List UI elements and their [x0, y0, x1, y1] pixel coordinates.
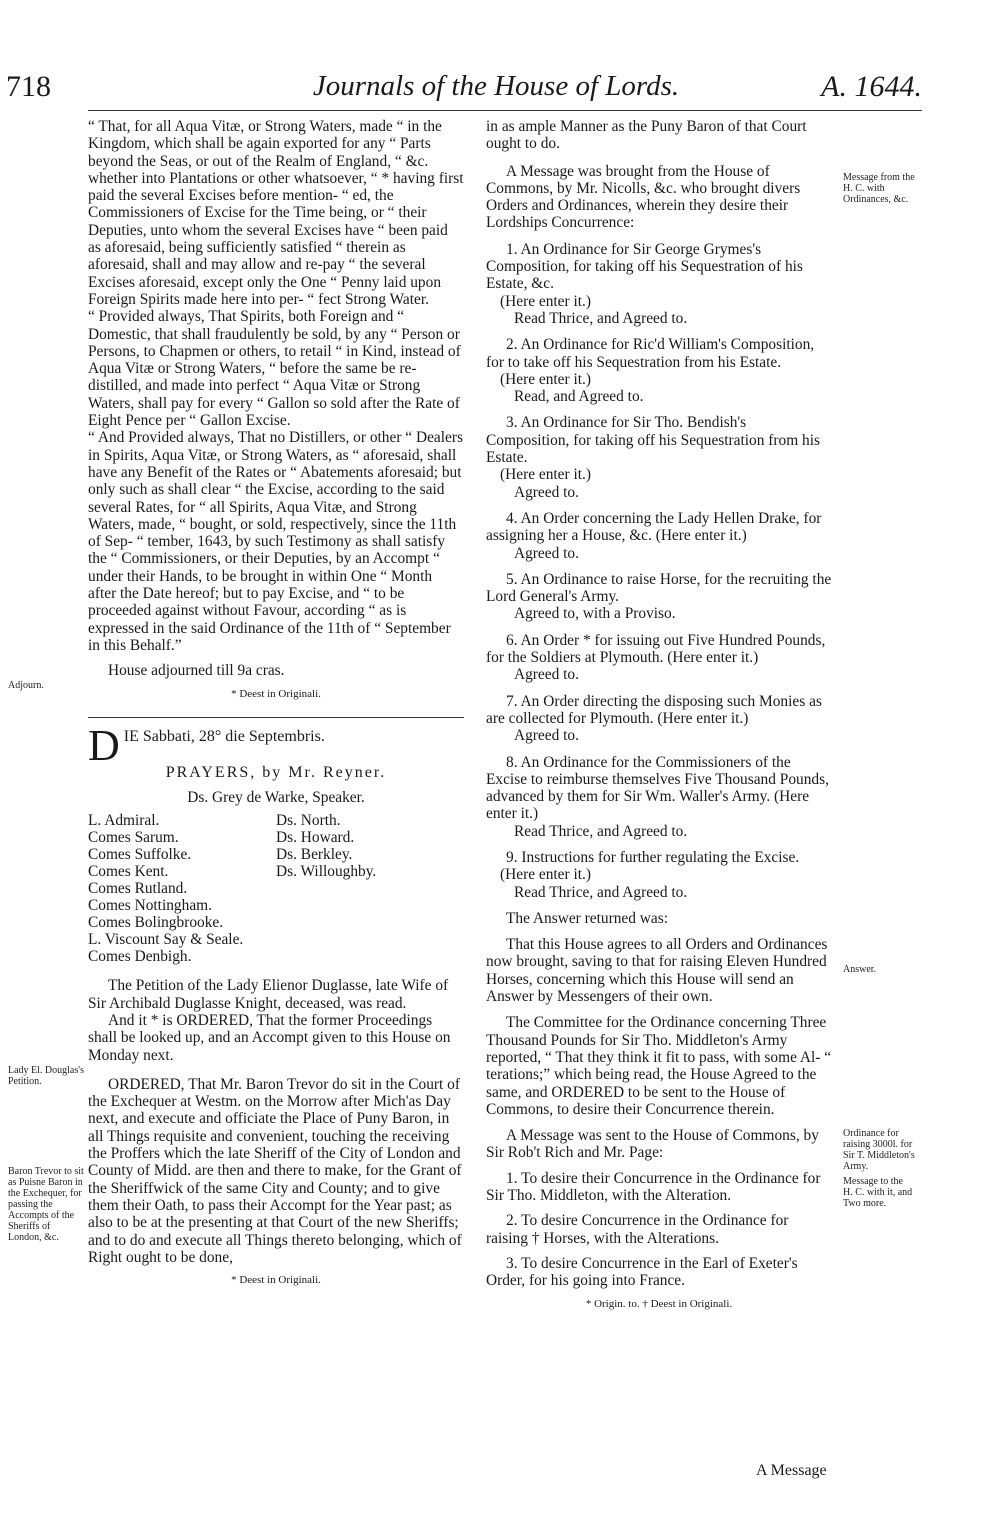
margin-note-message-2: Message to the H. C. with it, and Two more.: [843, 1176, 913, 1209]
roll-entry: Comes Nottingham.: [88, 897, 212, 915]
trevor-order: ORDERED, That Mr. Baron Trevor do sit in the Court of the Exchequer at Westm. on the Morrow after Mich'as Day next, and execute and officiate the Place of Puny Baron, in all Things requisite and convenient, touching the receiving the Proffers which the late Sheriff of the City of London and County of Midd. are then and there to make, for the Grant of the Sheriffwick of the same City and County; and to give them their Oath, to pass their Accompt for the Year past; as also to be at the presenting at that Court of the new Sheriffs; and to do and execute all Things thereto belonging, which of Right ought to be done,: [88, 1075, 462, 1266]
footnotes: * Origin. to. † Deest in Originali.: [585, 1297, 733, 1310]
excise-quote: [88, 118, 464, 654]
page-number: 718: [6, 70, 51, 103]
ordinance-item: [486, 510, 832, 562]
margin-note-trevor: Baron Trevor to sit as Puisne Baron in the Exchequer, for passing the Accompts of the Sheriffs of London, &c.: [8, 1166, 84, 1243]
section-divider: [88, 717, 464, 718]
roll-right: [276, 812, 464, 965]
ordinance-text: 5. An Ordinance to raise Horse, for the recruiting the Lord General's Army.: [486, 570, 832, 606]
ordinance-result: Agreed to.: [514, 483, 579, 501]
petition-order: And it * is ORDERED, That the former Proceedings shall be looked up, and an Accompt given to this House on Monday next.: [88, 1011, 451, 1064]
speaker: Ds. Grey de Warke, Speaker.: [187, 789, 365, 807]
adjourn-text: House adjourned till 9a cras.: [108, 662, 285, 680]
ordinance-text: 6. An Order * for issuing out Five Hundred Pounds, for the Soldiers at Plymouth. (Here enter it.): [486, 631, 826, 667]
message-item: 1. To desire their Concurrence in the Ordinance for Sir Tho. Middleton, with the Alteration.: [486, 1169, 821, 1205]
ordinance-result: Agreed to.: [514, 544, 579, 562]
roll-entry: Comes Bolingbrooke.: [88, 914, 224, 932]
ordinance-result: Read Thrice, and Agreed to.: [514, 309, 688, 327]
ordinance-text: 1. An Ordinance for Sir George Grymes's Composition, for taking off his Sequestration of his Estate, &c.: [486, 240, 803, 293]
ordinance-result: Read Thrice, and Agreed to.: [514, 822, 688, 840]
roll-left: [88, 812, 276, 965]
attendance-roll: [88, 812, 464, 965]
roll-entry: L. Admiral.: [88, 812, 160, 830]
ordinance-text: 3. An Ordinance for Sir Tho. Bendish's Composition, for taking off his Sequestration from his Estate.: [486, 414, 821, 467]
margin-note-ordinance: Ordinance for raising 3000l. for Sir T. Middleton's Army.: [843, 1128, 915, 1172]
running-title: Journals of the House of Lords.: [312, 70, 680, 102]
dateline-text: IE Sabbati, 28° die Septembris.: [123, 727, 325, 745]
year: A. 1644.: [821, 70, 922, 103]
ordinance-list: [486, 241, 832, 901]
ordinance-enter: (Here enter it.): [500, 292, 592, 310]
ordinance-text: 9. Instructions for further regulating the Excise.: [506, 848, 800, 866]
ordinance-item: [486, 241, 832, 327]
right-column: [486, 118, 832, 1319]
page-header: [0, 70, 992, 110]
ordinance-item: [486, 571, 832, 623]
ordinance-text: 8. An Ordinance for the Commissioners of the Excise to reimburse themselves Five Thousand Pounds, advanced by them for Sir Wm. Waller's Army. (Here enter it.): [486, 753, 829, 823]
ordinance-result: Read, and Agreed to.: [514, 388, 644, 406]
roll-entry: Comes Sarum.: [88, 829, 179, 847]
drop-cap: D: [88, 720, 120, 770]
ordinance-result: Agreed to.: [514, 727, 579, 745]
header-rule: [88, 110, 922, 111]
roll-entry: Ds. North.: [276, 812, 341, 830]
roll-entry: L. Viscount Say & Seale.: [88, 931, 244, 949]
ordinance-item: [486, 693, 832, 745]
roll-entry: Ds. Berkley.: [276, 846, 353, 864]
margin-note-message: Message from the H. C. with Ordinances, &c.: [843, 172, 915, 205]
dateline: [88, 720, 464, 770]
message-item: 2. To desire Concurrence in the Ordinance for raising † Horses, with the Alterations.: [486, 1212, 789, 1247]
quote-paragraph: “ Provided always, That Spirits, both Foreign and “ Domestic, that shall fraudulently be sold, by any “ Person or Persons, to Chapmen or others, to retail “ in Kind, instead of Aqua Vitæ or Strong Waters, “ before the same be re-distilled, and made into perfect “ Aqua Vitæ or Strong Waters, shall pay for every “ Gallon so sold after the Rate of Eight Pence per “ Gallon Excise.: [88, 308, 461, 430]
message-item: 3. To desire Concurrence in the Earl of Exeter's Order, for his going into France.: [486, 1254, 798, 1290]
margin-note-answer: Answer.: [843, 964, 877, 975]
ordinance-item: [486, 849, 832, 901]
roll-entry: Ds. Howard.: [276, 829, 355, 847]
footnote: * Deest in Originali.: [231, 687, 321, 700]
roll-entry: Comes Suffolke.: [88, 846, 192, 864]
ordinance-item: [486, 414, 832, 500]
quote-paragraph: “ And Provided always, That no Distillers, or other “ Dealers in Spirits, Aqua Vitæ, or Strong Waters, as “ aforesaid, shall have any Benefit of the Rates or “ Abatements aforesaid; but only such as shall clear “ the Excise, according to the said several Rates, for “ all Spirits, Aqua Vitæ, and Strong Waters, made, “ bought, or sold, respectively, since the 11th of Sep- “ tember, 1643, by such Testimony as shall satisfy the “ Commissioners, or their Deputies, by an Accompt “ under their Hands, to be brought in within One “ Month after the Date hereof; but to pay Excise, and “ to be proceeded against without Favour, according “ as is expressed in the said Ordinance of the 11th of “ September in this Behalf.”: [88, 429, 463, 654]
ordinance-enter: (Here enter it.): [500, 370, 592, 388]
prayers: PRAYERS, by Mr. Reyner.: [165, 763, 387, 781]
ordinance-text: 4. An Order concerning the Lady Hellen Drake, for assigning her a House, &c. (Here enter it.): [486, 509, 822, 545]
ordinance-item: [486, 632, 832, 684]
ordinance-result: Read Thrice, and Agreed to.: [514, 883, 688, 901]
margin-note-adjourn: Adjourn.: [8, 680, 44, 691]
quote-paragraph: “ That, for all Aqua Vitæ, or Strong Waters, made “ in the Kingdom, which shall be again exported for any “ Parts beyond the Seas, or out of the Realm of England, “ &c. whether into Plantations or other whatsoever, “ * having first paid the several Excises before mention- “ ed, the Commissioners of Excise for the Time being, or “ their Deputies, unto whom the several Excises have “ been paid as aforesaid, being sufficiently satisfied “ therein as aforesaid, shall and may allow and re-pay “ the several Excises aforesaid, except only the One “ Penny laid upon Foreign Spirits made here into per- “ fect Strong Water.: [88, 118, 464, 308]
petition-paragraph: The Petition of the Lady Elienor Duglasse, late Wife of Sir Archibald Duglasse Knight, deceased, was read.: [88, 977, 449, 1012]
catchword: A Message: [756, 1462, 827, 1479]
footnote: * Deest in Originali.: [231, 1274, 321, 1287]
ordinance-result: Agreed to, with a Proviso.: [514, 605, 676, 623]
message-paragraph: A Message was brought from the House of Commons, by Mr. Nicolls, &c. who brought divers Orders and Ordinances, wherein they desire their Lordships Concurrence:: [486, 162, 801, 232]
ordinance-item: [486, 336, 832, 405]
answer-intro: The Answer returned was:: [506, 909, 668, 927]
message-list: [486, 1170, 832, 1290]
roll-entry: Comes Kent.: [88, 863, 169, 881]
ordinance-text: 7. An Order directing the disposing such Monies as are collected for Plymouth. (Here enter it.): [486, 692, 822, 727]
ordinance-result: Agreed to.: [514, 666, 579, 684]
ordinance-enter: (Here enter it.): [500, 466, 592, 484]
continuation: in as ample Manner as the Puny Baron of that Court ought to do.: [486, 118, 807, 153]
message-2-paragraph: A Message was sent to the House of Commons, by Sir Rob't Rich and Mr. Page:: [486, 1127, 819, 1162]
ordinance-text: 2. An Ordinance for Ric'd William's Composition, for to take off his Sequestration from his Estate.: [486, 336, 815, 371]
left-column: [88, 118, 464, 1295]
roll-entry: Comes Denbigh.: [88, 948, 192, 966]
roll-entry: Comes Rutland.: [88, 880, 188, 898]
roll-entry: Ds. Willoughby.: [276, 863, 377, 881]
ordinance-item: [486, 754, 832, 840]
margin-note-douglas: Lady El. Douglas's Petition.: [8, 1065, 84, 1087]
committee-paragraph: The Committee for the Ordinance concerning Three Thousand Pounds for Sir Tho. Middleton's Army reported, “ That they think it fit to pass, with some Al- “ terations;” which being read, the House Agreed to the same, and ORDERED to be sent to the House of Commons, to desire their Concurrence therein.: [486, 1014, 832, 1118]
ordinance-enter: (Here enter it.): [500, 866, 592, 884]
answer-paragraph: That this House agrees to all Orders and Ordinances now brought, saving to that for raising Eleven Hundred Horses, concerning which this House will send an Answer by Messengers of their own.: [486, 936, 828, 1006]
